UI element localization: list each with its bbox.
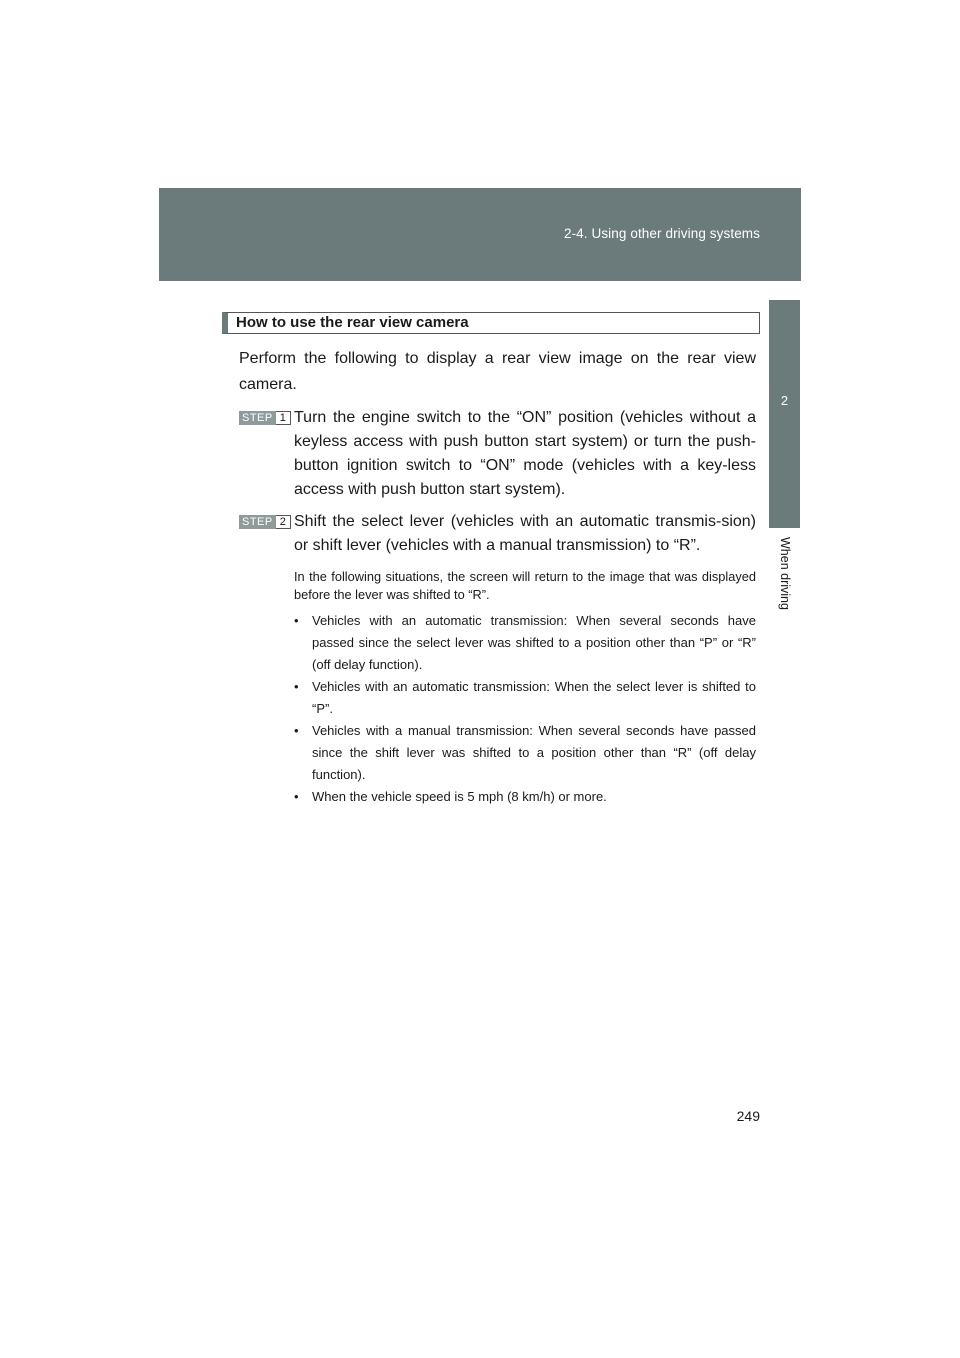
bullet-icon: • (294, 789, 299, 804)
section-label: 2-4. Using other driving systems (563, 226, 760, 241)
section-subheading: How to use the rear view camera (222, 312, 760, 334)
step-1 (222, 406, 760, 502)
step-badge-number: 2 (276, 515, 291, 529)
step-badge-label: STEP (239, 515, 276, 529)
note-item-text: Vehicles with an automatic transmission: When the select lever is shifted to “P”. (312, 679, 756, 716)
chapter-label: When driving (778, 537, 792, 610)
chapter-tab (769, 300, 800, 528)
step-badge (239, 411, 291, 425)
step-badge-label: STEP (239, 411, 276, 425)
note-item (294, 786, 756, 808)
page-content (222, 312, 760, 808)
note-item (294, 676, 756, 720)
note-item-text: Vehicles with a manual transmission: When several seconds have passed since the shift lever was shifted to a position other than “R” (off delay function). (312, 723, 756, 782)
note-item (294, 720, 756, 786)
step-badge (239, 515, 291, 529)
note-item (294, 610, 756, 676)
chapter-number: 2 (780, 393, 789, 408)
step-text: Shift the select lever (vehicles with an automatic transmis-sion) or shift lever (vehicles with a manual transmission) to “R”. (294, 513, 756, 554)
header-band (159, 188, 801, 281)
note-item-text: When the vehicle speed is 5 mph (8 km/h) or more. (312, 789, 607, 804)
page-number: 249 (736, 1108, 760, 1124)
step-badge-number: 1 (276, 411, 291, 425)
note-list (294, 610, 756, 808)
bullet-icon: • (294, 723, 299, 738)
note-item-text: Vehicles with an automatic transmission: When several seconds have passed since the select lever was shifted to a position other than “P” or “R” (off delay function). (312, 613, 756, 672)
step-2 (222, 510, 760, 558)
intro-paragraph: Perform the following to display a rear view image on the rear view camera. (239, 350, 756, 393)
note-paragraph: In the following situations, the screen will return to the image that was displayed before the lever was shifted to “R”. (294, 569, 756, 602)
bullet-icon: • (294, 679, 299, 694)
step-text: Turn the engine switch to the “ON” position (vehicles without a keyless access with push button start system) or turn the push-button ignition switch to “ON” mode (vehicles with a key-less access with push button start system). (294, 409, 756, 498)
bullet-icon: • (294, 613, 299, 628)
